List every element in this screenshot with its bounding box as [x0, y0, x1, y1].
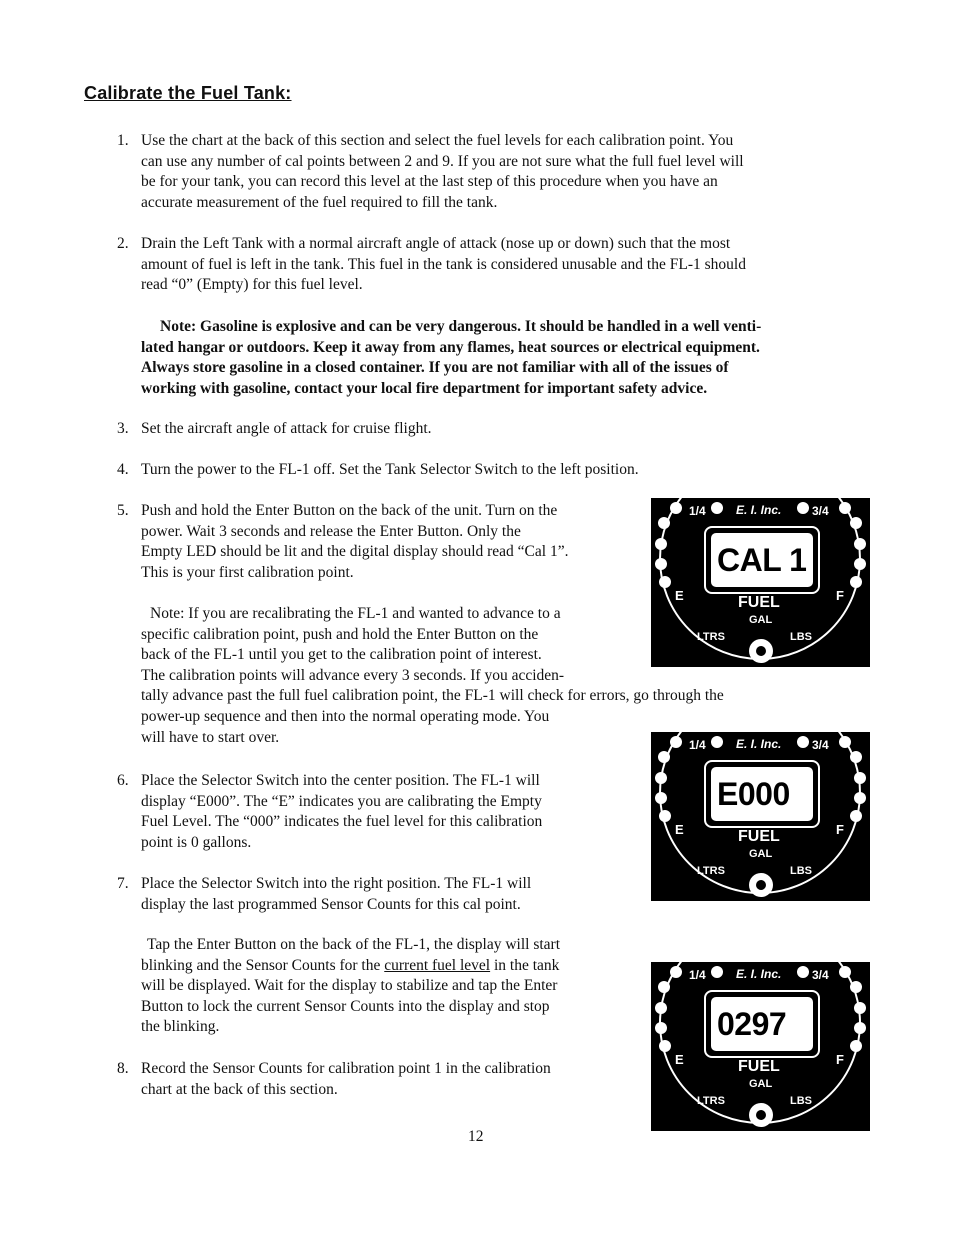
- step-text-line: Place the Selector Switch into the right position. The FL-1 will: [141, 875, 532, 892]
- led-indicator: [839, 736, 851, 748]
- quarter-label: 1/4: [689, 968, 706, 982]
- led-indicator: [658, 751, 670, 763]
- step-text-line: power. Wait 3 seconds and release the Enter Button. Only the: [141, 522, 521, 540]
- led-indicator: [854, 538, 866, 550]
- note-line: specific calibration point, push and hold the Enter Button on the: [141, 625, 539, 643]
- note-line: Button to lock the current Sensor Counts into the display and stop: [141, 997, 550, 1015]
- display-readout: 0297: [711, 997, 813, 1051]
- step-text-line: Use the chart at the back of this section and select the fuel levels for each calibration point. You: [141, 132, 734, 149]
- step-text-line: display “E000”. The “E” indicates you are calibrating the Empty: [141, 792, 542, 810]
- led-indicator: [854, 772, 866, 784]
- led-indicator: [797, 502, 809, 514]
- led-indicator: [659, 576, 671, 588]
- gal-label: GAL: [749, 1078, 773, 1090]
- led-indicator: [711, 502, 723, 514]
- enter-button-note: [141, 935, 641, 1038]
- step-text: Turn the power to the FL-1 off. Set the Tank Selector Switch to the left position.: [141, 461, 639, 478]
- step-3: [117, 419, 877, 440]
- digital-display: [704, 526, 820, 594]
- step-text-line: Drain the Left Tank with a normal aircraft angle of attack (nose up or down) such that the most: [141, 235, 731, 252]
- note-line: power-up sequence and then into the normal operating mode. You: [141, 707, 550, 725]
- led-indicator: [655, 792, 667, 804]
- full-label: F: [836, 822, 844, 837]
- fuel-gauge-cal1: [651, 498, 870, 667]
- step-6: [117, 771, 637, 853]
- three-quarter-label: 3/4: [812, 738, 829, 752]
- led-indicator: [670, 502, 682, 514]
- fuel-gauge-0297: [651, 962, 870, 1131]
- step-2: [117, 234, 877, 296]
- note-line: The calibration points will advance every 3 seconds. If you acciden-: [141, 666, 565, 684]
- warning-line: Always store gasoline in a closed container. If you are not familiar with all of the issues of: [141, 359, 729, 377]
- led-indicator: [850, 810, 862, 822]
- lbs-label: LBS: [790, 1095, 812, 1107]
- note-line: Tap the Enter Button on the back of the FL-1, the display will start: [147, 936, 561, 953]
- underlined-text: current fuel level: [384, 956, 491, 974]
- led-indicator: [850, 1040, 862, 1052]
- led-indicator: [854, 1002, 866, 1014]
- step-text-line: Empty LED should be lit and the digital display should read “Cal 1”.: [141, 543, 569, 561]
- warning-line: working with gasoline, contact your local fire department for important safety advice.: [141, 379, 708, 397]
- note-text: in the tank: [490, 956, 560, 974]
- note-text: blinking and the Sensor Counts for the: [141, 956, 385, 974]
- fuel-gauge-e000: [651, 732, 870, 901]
- step-5: [117, 501, 637, 583]
- three-quarter-label: 3/4: [812, 968, 829, 982]
- lbs-label: LBS: [790, 865, 812, 877]
- note-line: [141, 956, 641, 977]
- brand-label: E. I. Inc.: [736, 967, 782, 981]
- gal-label: GAL: [749, 614, 773, 626]
- brand-label: E. I. Inc.: [736, 503, 782, 517]
- empty-label: E: [675, 1052, 684, 1067]
- warning-line: lated hangar or outdoors. Keep it away from any flames, heat sources or electrical equipment.: [141, 338, 760, 356]
- led-indicator: [655, 538, 667, 550]
- full-label: F: [836, 1052, 844, 1067]
- page-number: 12: [468, 1128, 484, 1145]
- fuel-label: FUEL: [738, 1058, 780, 1075]
- led-indicator: [850, 576, 862, 588]
- step-text-line: display the last programmed Sensor Counts for this cal point.: [141, 895, 521, 913]
- led-indicator: [797, 736, 809, 748]
- led-indicator: [854, 1022, 866, 1034]
- lbs-label: LBS: [790, 631, 812, 643]
- step-number: 8.: [117, 1060, 129, 1077]
- step-number: 6.: [117, 772, 129, 789]
- led-indicator: [658, 981, 670, 993]
- led-indicator: [850, 751, 862, 763]
- led-indicator: [854, 558, 866, 570]
- empty-label: E: [675, 822, 684, 837]
- led-indicator: [854, 792, 866, 804]
- led-indicator: [711, 966, 723, 978]
- led-indicator: [659, 810, 671, 822]
- led-indicator: [850, 517, 862, 529]
- led-indicator: [655, 772, 667, 784]
- step-4: [117, 460, 877, 481]
- display-readout: E000: [711, 767, 813, 821]
- section-heading: Calibrate the Fuel Tank:: [84, 83, 292, 103]
- step-number: 4.: [117, 461, 129, 478]
- led-indicator: [658, 517, 670, 529]
- ltrs-label: LTRS: [697, 631, 725, 643]
- step-8: [117, 1059, 637, 1100]
- note-line: will have to start over.: [141, 728, 280, 746]
- digital-display: [704, 990, 820, 1058]
- step-text-line: accurate measurement of the fuel required to fill the tank.: [141, 193, 498, 211]
- three-quarter-label: 3/4: [812, 504, 829, 518]
- step-text-line: be for your tank, you can record this level at the last step of this procedure when you have an: [141, 173, 718, 191]
- step-text-line: Push and hold the Enter Button on the back of the unit. Turn on the: [141, 502, 558, 519]
- unit-selector-knob: [749, 873, 773, 897]
- led-indicator: [797, 966, 809, 978]
- step-number: 3.: [117, 420, 129, 437]
- step-text-line: can use any number of cal points between 2 and 9. If you are not sure what the full fuel level will: [141, 152, 744, 170]
- step-text: Set the aircraft angle of attack for cruise flight.: [141, 420, 432, 437]
- step-number: 1.: [117, 132, 129, 149]
- fuel-label: FUEL: [738, 594, 780, 611]
- gal-label: GAL: [749, 848, 773, 860]
- step-text-line: Place the Selector Switch into the center position. The FL-1 will: [141, 772, 540, 789]
- note-line: tally advance past the full fuel calibration point, the FL-1 will check for errors, go through the: [141, 687, 724, 705]
- ltrs-label: LTRS: [697, 1095, 725, 1107]
- safety-warning: [141, 317, 881, 399]
- note-line: back of the FL-1 until you get to the calibration point of interest.: [141, 646, 542, 664]
- digital-display: [704, 760, 820, 828]
- step-1: [117, 131, 877, 213]
- step-number: 2.: [117, 235, 129, 252]
- led-indicator: [670, 966, 682, 978]
- led-indicator: [670, 736, 682, 748]
- fuel-label: FUEL: [738, 828, 780, 845]
- unit-selector-knob: [749, 1103, 773, 1127]
- led-indicator: [655, 1002, 667, 1014]
- led-indicator: [711, 736, 723, 748]
- step-number: 5.: [117, 502, 129, 519]
- step-text-line: point is 0 gallons.: [141, 833, 252, 851]
- ltrs-label: LTRS: [697, 865, 725, 877]
- step-text-line: read “0” (Empty) for this fuel level.: [141, 276, 363, 294]
- step-text-line: Fuel Level. The “000” indicates the fuel level for this calibration: [141, 813, 543, 831]
- note-line: will be displayed. Wait for the display to stabilize and tap the Enter: [141, 977, 558, 995]
- led-indicator: [655, 558, 667, 570]
- led-indicator: [655, 1022, 667, 1034]
- warning-line: Note: Gasoline is explosive and can be very dangerous. It should be handled in a well venti-: [160, 318, 762, 335]
- brand-label: E. I. Inc.: [736, 737, 782, 751]
- step-7: [117, 874, 637, 915]
- led-indicator: [839, 966, 851, 978]
- step-text-line: chart at the back of this section.: [141, 1080, 338, 1098]
- display-readout: CAL 1: [711, 533, 813, 587]
- note-line: the blinking.: [141, 1018, 220, 1036]
- led-indicator: [659, 1040, 671, 1052]
- step-number: 7.: [117, 875, 129, 892]
- step-text-line: This is your first calibration point.: [141, 563, 354, 581]
- led-indicator: [839, 502, 851, 514]
- full-label: F: [836, 588, 844, 603]
- note-line: Note: If you are recalibrating the FL-1 and wanted to advance to a: [150, 605, 561, 622]
- led-indicator: [850, 981, 862, 993]
- unit-selector-knob: [749, 639, 773, 663]
- step-text-line: amount of fuel is left in the tank. This fuel in the tank is considered unusable and the FL-1 should: [141, 255, 746, 273]
- empty-label: E: [675, 588, 684, 603]
- quarter-label: 1/4: [689, 738, 706, 752]
- quarter-label: 1/4: [689, 504, 706, 518]
- step-text-line: Record the Sensor Counts for calibration point 1 in the calibration: [141, 1060, 551, 1077]
